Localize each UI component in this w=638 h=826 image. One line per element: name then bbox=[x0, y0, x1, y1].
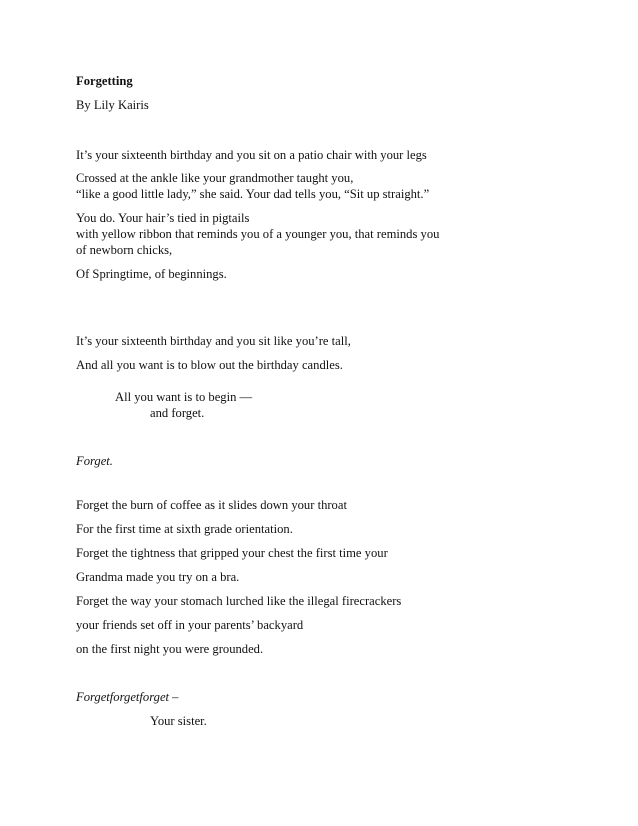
stanza1-line7: Of Springtime, of beginnings. bbox=[76, 267, 227, 281]
stanza3-line7: on the first night you were grounded. bbox=[76, 642, 264, 656]
stanza2-line4: and forget. bbox=[150, 406, 205, 420]
stanza1-line5: with yellow ribbon that reminds you of a younger you, that reminds you bbox=[76, 227, 440, 241]
stanza1-line1: It’s your sixteenth birthday and you sit on a patio chair with your legs bbox=[76, 148, 427, 162]
stanza2-line1: It’s your sixteenth birthday and you sit like you’re tall, bbox=[76, 334, 351, 348]
stanza3-line1: Forget the burn of coffee as it slides down your throat bbox=[76, 498, 347, 512]
poem-title: Forgetting bbox=[76, 74, 133, 88]
stanza4-line1: Forgetforgetforget – bbox=[76, 690, 179, 704]
stanza3-line6: your friends set off in your parents’ backyard bbox=[76, 618, 304, 632]
stanza3-line5: Forget the way your stomach lurched like the illegal firecrackers bbox=[76, 594, 402, 608]
stanza1-line4: You do. Your hair’s tied in pigtails bbox=[76, 211, 250, 225]
stanza2-line2: And all you want is to blow out the birthday candles. bbox=[76, 358, 343, 372]
stanza4-line2: Your sister. bbox=[150, 714, 207, 728]
poem-byline: By Lily Kairis bbox=[76, 98, 149, 112]
stanza1-line2: Crossed at the ankle like your grandmother taught you, bbox=[76, 171, 354, 185]
stanza1-line6: of newborn chicks, bbox=[76, 243, 173, 257]
forget-line: Forget. bbox=[76, 454, 113, 468]
stanza2-line3: All you want is to begin — bbox=[115, 390, 253, 404]
stanza3-line2: For the first time at sixth grade orientation. bbox=[76, 522, 293, 536]
stanza3-line4: Grandma made you try on a bra. bbox=[76, 570, 240, 584]
stanza1-line3: “like a good little lady,” she said. Your dad tells you, “Sit up straight.” bbox=[76, 187, 430, 201]
stanza3-line3: Forget the tightness that gripped your chest the first time your bbox=[76, 546, 388, 560]
